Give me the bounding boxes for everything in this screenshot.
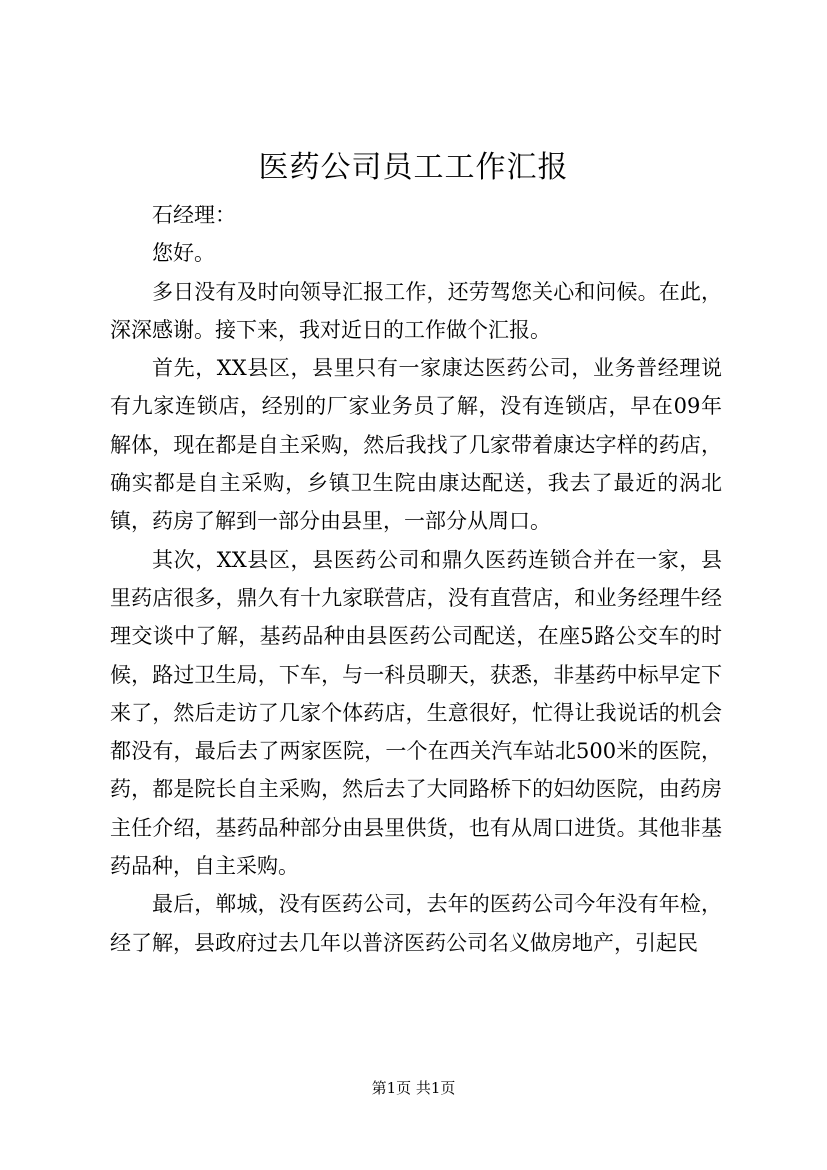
last-paragraph: 最后，郸城，没有医药公司，去年的医药公司今年没有年检，经了解，县政府过去几年以普济医药公司名义做房地产，引起民 bbox=[110, 892, 722, 955]
salutation: 石经理： bbox=[152, 203, 236, 227]
second-paragraph: 其次，XX县区，县医药公司和鼎久医药连锁合并在一家，县里药店很多，鼎久有十九家联营店，没有直营店，和业务经理牛经理交谈中了解，基药品种由县医药公司配送，在座5路公交车的时候，路过卫生局，下车，与一科员聊天，获悉，非基药中标早定下来了，然后走访了几家个体药店，生意很好，忙得让我说话的机会都没有，最后去了两家医院，一个在西关汽车站北500米的医院，药，都是院长自主采购，然后去了大同路桥下的妇幼医院，由药房主任介绍，基药品种部分由县里供货，也有从周口进货。其他非基药品种，自主采购。 bbox=[110, 547, 722, 879]
page-footer: 第1页 共1页 bbox=[371, 1079, 456, 1097]
intro-paragraph: 多日没有及时向领导汇报工作，还劳驾您关心和问候。在此，深深感谢。接下来，我对近日的工作做个汇报。 bbox=[110, 279, 722, 342]
first-paragraph: 首先，XX县区，县里只有一家康达医药公司，业务普经理说有九家连锁店，经别的厂家业务员了解，没有连锁店，早在09年解体，现在都是自主采购，然后我找了几家带着康达字样的药店，确实都是自主采购，乡镇卫生院由康达配送，我去了最近的涡北镇，药房了解到一部分由县里，一部分从周口。 bbox=[110, 356, 722, 534]
document-body bbox=[110, 196, 722, 962]
document-title: 医药公司员工工作汇报 bbox=[258, 150, 569, 185]
greeting: 您好。 bbox=[152, 241, 215, 266]
